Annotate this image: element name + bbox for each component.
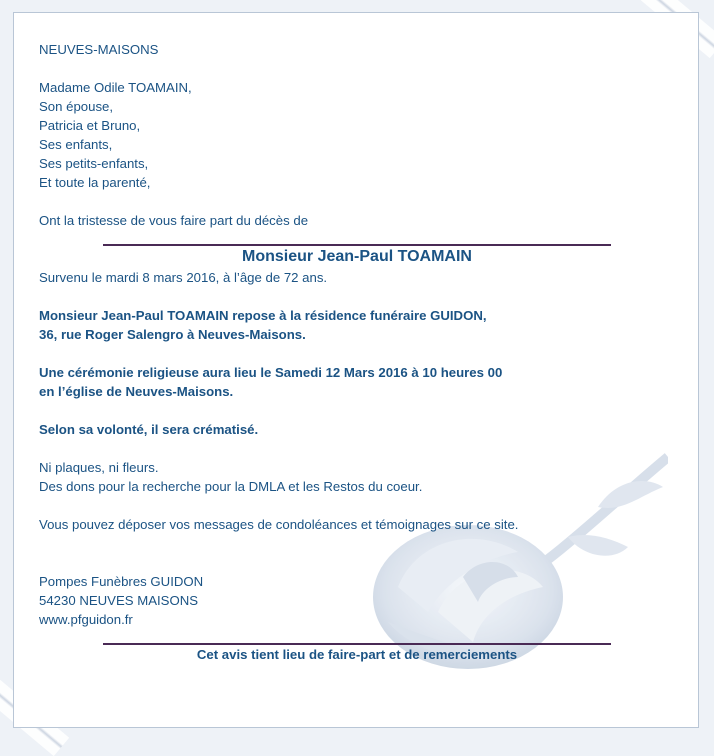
death-info: Survenu le mardi 8 mars 2016, à l’âge de 72 ans. (39, 270, 328, 285)
announcement: Ont la tristesse de vous faire part du décès de (39, 213, 309, 228)
family-line: Patricia et Bruno, (39, 118, 141, 133)
donation-line: Ni plaques, ni fleurs. (39, 460, 159, 475)
cremation-wish: Selon sa volonté, il sera crématisé. (39, 422, 259, 437)
condolences-note: Vous pouvez déposer vos messages de condoléances et témoignages sur ce site. (39, 517, 519, 532)
repose-line: 36, rue Roger Salengro à Neuves-Maisons. (39, 327, 306, 342)
obituary-card (13, 12, 699, 728)
family-line: Son épouse, (39, 99, 114, 114)
family-line: Ses enfants, (39, 137, 113, 152)
ceremony-line: en l’église de Neuves-Maisons. (39, 384, 234, 399)
obituary-text (39, 40, 675, 664)
funeral-home-name: Pompes Funèbres GUIDON (39, 574, 204, 589)
family-line: Ses petits-enfants, (39, 156, 149, 171)
repose-line: Monsieur Jean-Paul TOAMAIN repose à la résidence funéraire GUIDON, (39, 308, 487, 323)
funeral-home-website[interactable]: www.pfguidon.fr (39, 612, 133, 627)
donation-line: Des dons pour la recherche pour la DMLA et les Restos du coeur. (39, 479, 423, 494)
funeral-home-address: 54230 NEUVES MAISONS (39, 593, 199, 608)
family-line: Madame Odile TOAMAIN, (39, 80, 192, 95)
family-line: Et toute la parenté, (39, 175, 151, 190)
ceremony-line: Une cérémonie religieuse aura lieu le Samedi 12 Mars 2016 à 10 heures 00 (39, 365, 503, 380)
footer-note: Cet avis tient lieu de faire-part et de remerciements (196, 647, 518, 662)
deceased-name: Monsieur Jean-Paul TOAMAIN (242, 248, 472, 265)
location: NEUVES-MAISONS (39, 42, 159, 57)
